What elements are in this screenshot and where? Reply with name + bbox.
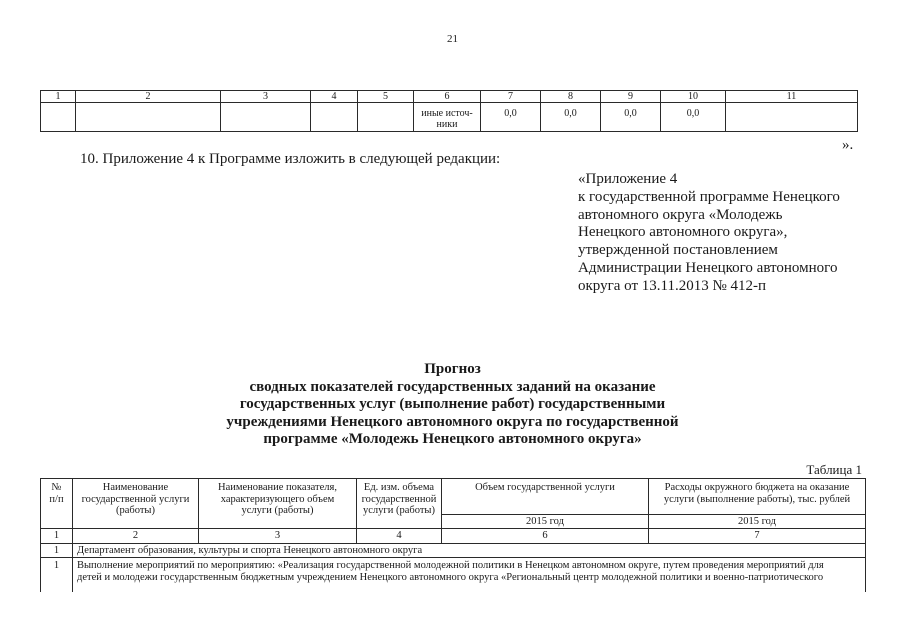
appendix-line: к государственной программе Ненецкого [578,188,840,205]
column-number-cell: 8 [541,91,601,103]
header-volume [442,479,649,515]
header-text-line: Объем государственной услуги [475,482,615,493]
header-service-name [73,479,199,529]
header-number [41,479,73,529]
column-number-cell: 10 [661,91,726,103]
header-indicator [199,479,357,529]
empty-cell [358,103,414,132]
column-number-cell: 7 [649,529,866,544]
empty-cell [311,103,358,132]
appendix-line: Ненецкого автономного округа», [578,224,788,241]
empty-cell [726,103,858,132]
column-number-cell: 6 [414,91,481,103]
appendix-line: автономного округа «Молодежь [578,206,783,223]
column-number-cell: 11 [726,91,858,103]
column-numbers-row [41,91,858,103]
activity-description [73,558,866,593]
column-number-cell: 7 [481,91,541,103]
title-line: учреждениями Ненецкого автономного округа по государственной [226,413,679,430]
header-text-line: п/п [49,493,64,505]
closing-quote: ». [842,137,854,153]
column-number-cell: 9 [601,91,661,103]
document-title [0,361,905,449]
header-expenses [649,479,866,515]
header-text-line: услуги (выполнение работы), тыс. рублей [663,493,851,505]
activity-row [41,558,866,593]
title-line: государственных услуг (выполнение работ) государственными [239,396,666,413]
header-text-line: Ед. изм. объема [363,482,435,493]
funding-source-line: ники [436,119,458,130]
column-number-cell: 3 [221,91,311,103]
appendix-line: Администрации Ненецкого автономного [578,259,838,276]
row-number: 1 [41,558,73,593]
appendix-line: округа от 13.11.2013 № 412-п [578,277,767,294]
funding-source-cell [414,103,481,132]
appendix-line: «Приложение 4 [578,171,678,187]
column-numbers-row [41,529,866,544]
expenses-year: 2015 год [649,515,866,529]
funding-source-line: иные источ- [421,108,473,119]
empty-cell [41,103,76,132]
header-text-line: Наименование [102,482,169,493]
title-line: программе «Молодежь Ненецкого автономного округа» [263,431,642,448]
appendix-reference [578,171,840,296]
header-text-line: характеризующего объем [220,493,335,505]
empty-cell [221,103,311,132]
empty-cell [76,103,221,132]
row-text-line: детей и молодежи государственным бюджетным учреждением Ненецкого автономного округа «Региональный центр молодежной политики и военно-патриотического [77,572,824,583]
volume-year: 2015 год [442,515,649,529]
amount-cell: 0,0 [601,103,661,132]
column-number-cell: 1 [41,91,76,103]
forecast-table [40,478,866,592]
department-row [41,544,866,558]
page-number: 21 [447,33,458,45]
header-row [41,479,866,515]
header-text-line: Наименование показателя, [218,482,337,493]
appendix-line: утвержденной постановлением [578,242,778,259]
item-10-paragraph: 10. Приложение 4 к Программе изложить в следующей редакции: [80,151,501,167]
title-line: Прогноз [424,361,481,377]
header-text-line: государственной [361,493,437,505]
column-number-cell: 2 [73,529,199,544]
column-number-cell: 4 [311,91,358,103]
header-text-line: государственной услуги [81,493,190,505]
column-number-cell: 6 [442,529,649,544]
department-name [73,544,866,558]
column-number-cell: 2 [76,91,221,103]
header-text-line: (работы) [115,505,155,516]
table-label: Таблица 1 [806,462,862,477]
header-unit [357,479,442,529]
header-text-line: услуги (работы) [363,505,435,516]
header-text-line: услуги (работы) [241,505,314,516]
amount-cell: 0,0 [541,103,601,132]
continuation-table [40,90,858,132]
header-text-line: Расходы окружного бюджета на оказание [664,482,850,493]
title-line: сводных показателей государственных заданий на оказание [249,378,656,395]
column-number-cell: 3 [199,529,357,544]
column-number-cell: 1 [41,529,73,544]
amount-cell: 0,0 [481,103,541,132]
other-sources-row [41,103,858,132]
column-number-cell: 5 [358,91,414,103]
amount-cell: 0,0 [661,103,726,132]
header-text-line: № [51,482,62,493]
row-text-line: Департамент образования, культуры и спорта Ненецкого автономного округа [77,544,423,556]
column-number-cell: 4 [357,529,442,544]
row-text-line: Выполнение мероприятий по мероприятию: «Реализация государственной молодежной политики в Ненецком автономном округе, путем проведения мероприятий для [77,560,824,571]
row-number: 1 [41,544,73,558]
